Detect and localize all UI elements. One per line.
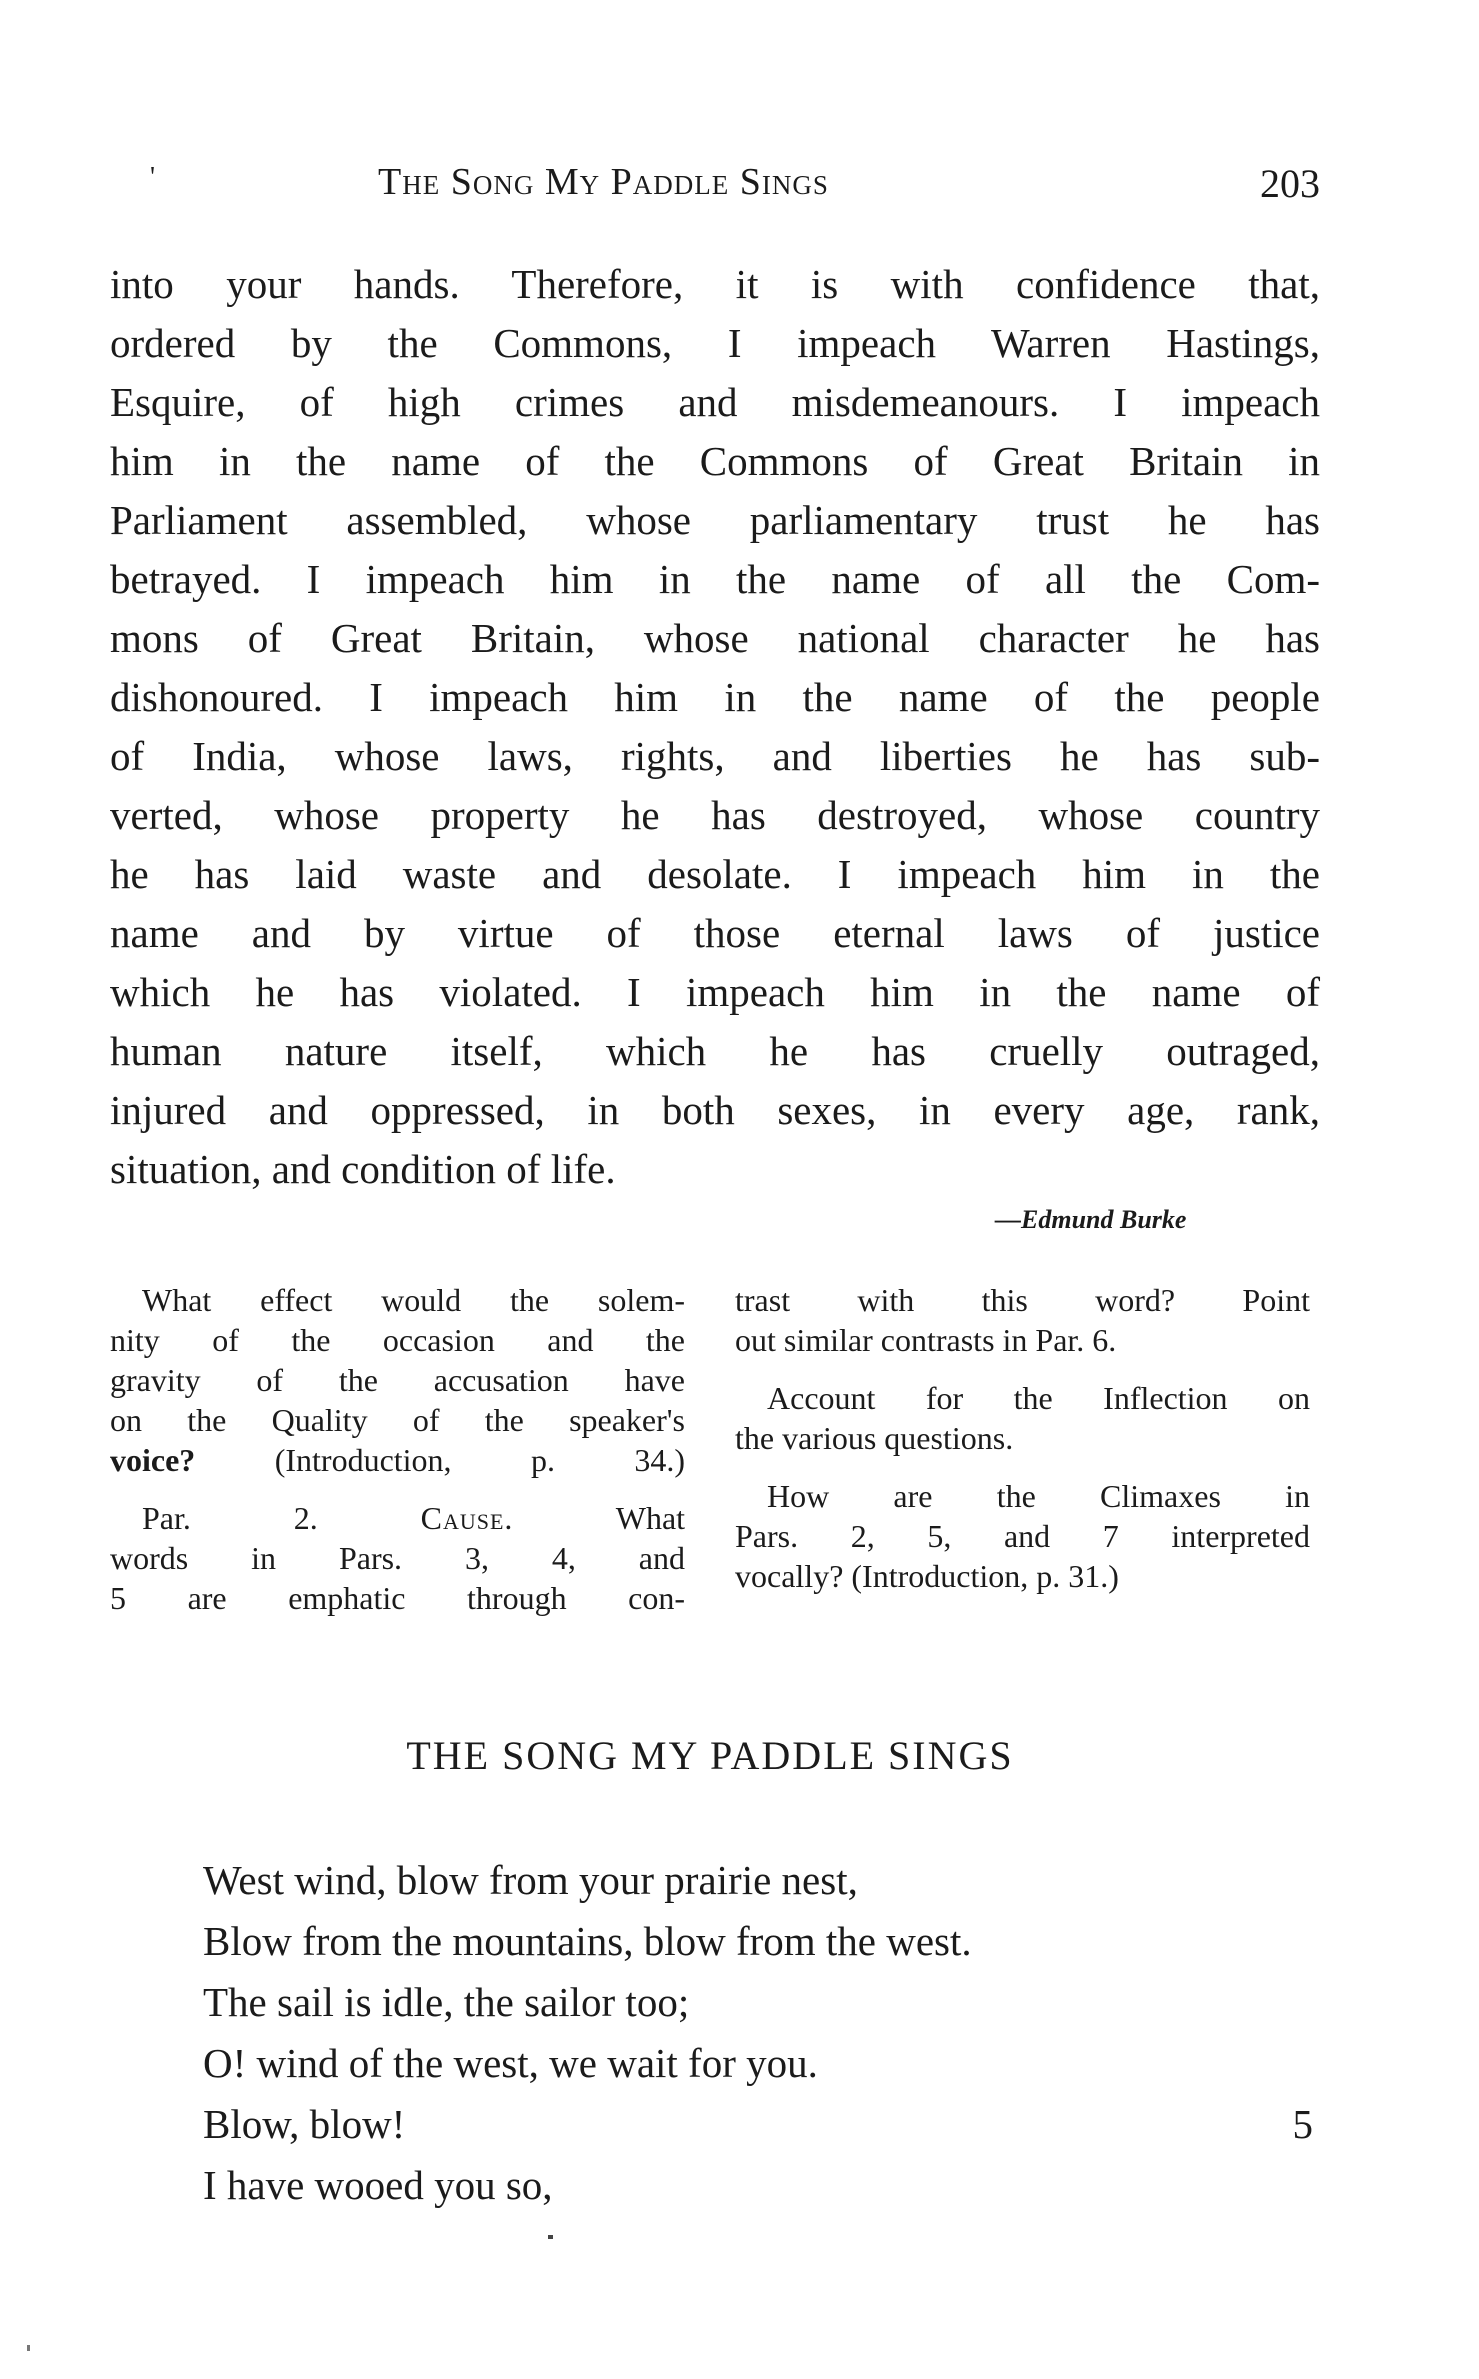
note-line: How are the Climaxes in (767, 1478, 1310, 1514)
prose-line: mons of Great Britain, whose national character he has (110, 615, 1320, 661)
note-line: Account for the Inflection on (767, 1380, 1310, 1416)
note-paragraph (110, 1498, 685, 1618)
page-number: 203 (1260, 161, 1320, 206)
poem-line: Blow, blow! (203, 2101, 406, 2147)
poem (203, 1850, 1313, 2216)
prose-line: Esquire, of high crimes and misdemeanours. I impeach (110, 379, 1320, 425)
note-word: What (615, 1500, 686, 1536)
prose-line: dishonoured. I impeach him in the name of the people (110, 674, 1320, 720)
note-line: trast with this word? Point (735, 1282, 1310, 1318)
note-paragraph (735, 1378, 1310, 1458)
cause-label: Cause. (420, 1500, 514, 1536)
note-reference: (Introduction, p. 34.) (274, 1442, 686, 1478)
poem-title: THE SONG MY PADDLE SINGS (406, 1733, 1014, 1778)
prose-line: betrayed. I impeach him in the name of all the Com- (110, 556, 1320, 602)
line-number: 5 (1292, 2101, 1313, 2147)
prose-line: injured and oppressed, in both sexes, in every age, rank, (110, 1087, 1320, 1133)
poem-line: I have wooed you so, (203, 2162, 553, 2208)
note-paragraph (110, 1280, 685, 1480)
prose-line: he has laid waste and desolate. I impeach him in the (110, 851, 1320, 897)
note-paragraph (735, 1476, 1310, 1596)
note-line: out similar contrasts in Par. 6. (735, 1322, 1117, 1358)
prose-line: into your hands. Therefore, it is with confidence that, (110, 261, 1320, 307)
note-line: 5 are emphatic through con- (110, 1580, 685, 1616)
prose-line: situation, and condition of life. (110, 1146, 616, 1192)
prose-line: Parliament assembled, whose parliamentary trust he has (110, 497, 1320, 543)
note-line: vocally? (Introduction, p. 31.) (735, 1558, 1119, 1594)
prose-line: human nature itself, which he has cruelly outraged, (110, 1028, 1320, 1074)
poem-line-numbered (203, 2094, 1313, 2155)
header-mark: ' (150, 162, 156, 193)
prose-line: which he has violated. I impeach him in the name of (110, 969, 1320, 1015)
poem-line: West wind, blow from your prairie nest, (203, 1857, 858, 1903)
poem-line: O! wind of the west, we wait for you. (203, 2040, 818, 2086)
study-notes-left (110, 1280, 685, 1636)
note-word-voice: voice? (110, 1442, 196, 1478)
note-line: on the Quality of the speaker's (110, 1402, 685, 1438)
prose-line: verted, whose property he has destroyed, whose country (110, 792, 1320, 838)
prose-line: him in the name of the Commons of Great Britain in (110, 438, 1320, 484)
note-line: words in Pars. 3, 4, and (110, 1540, 685, 1576)
prose-line: ordered by the Commons, I impeach Warren Hastings, (110, 320, 1320, 366)
speech-excerpt (110, 255, 1320, 1199)
note-line: What effect would the solem- (142, 1282, 685, 1318)
prose-line: of India, whose laws, rights, and liberties he has sub- (110, 733, 1320, 779)
poem-line: The sail is idle, the sailor too; (203, 1979, 690, 2025)
running-title: The Song My Paddle Sings (378, 161, 829, 203)
note-line (110, 1440, 685, 1480)
par-label: Par. 2. (142, 1500, 318, 1536)
note-line: gravity of the accusation have (110, 1362, 685, 1398)
study-notes-right (735, 1280, 1310, 1614)
prose-line: name and by virtue of those eternal laws of justice (110, 910, 1320, 956)
note-line (110, 1498, 685, 1538)
note-line: Pars. 2, 5, and 7 interpreted (735, 1518, 1310, 1554)
note-line: nity of the occasion and the (110, 1322, 685, 1358)
note-line: the various questions. (735, 1420, 1014, 1456)
print-speck (548, 2235, 553, 2239)
note-paragraph (735, 1280, 1310, 1360)
print-speck (27, 2345, 30, 2351)
poem-line: Blow from the mountains, blow from the west. (203, 1918, 972, 1964)
attribution: —Edmund Burke (995, 1205, 1187, 1234)
running-header (110, 160, 1320, 220)
